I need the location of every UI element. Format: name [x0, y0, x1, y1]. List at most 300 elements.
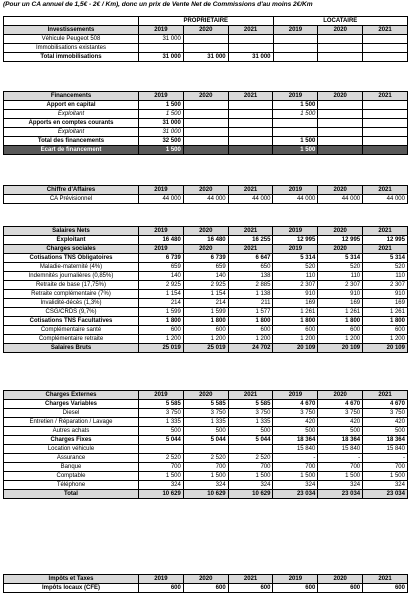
- value-cell: [363, 35, 408, 44]
- value-cell: 6 739: [183, 254, 228, 263]
- value-cell: 1 500: [139, 472, 184, 481]
- value-cell: 1 335: [139, 418, 184, 427]
- row-label: Charges Externes: [4, 391, 139, 400]
- value-cell: 700: [228, 463, 273, 472]
- value-cell: 10 629: [139, 490, 184, 499]
- value-cell: 2 885: [228, 281, 273, 290]
- table-row: [4, 227, 408, 236]
- group-header-proprietaire: PROPRIETAIRE: [139, 17, 274, 26]
- row-label: Investissements: [4, 26, 139, 35]
- row-label: Apport en capital: [4, 101, 139, 110]
- value-cell: [183, 137, 228, 146]
- row-label: Total immobilisations: [4, 53, 139, 62]
- row-label: Cotisations TNS Facultatives: [4, 317, 139, 326]
- value-cell: 650: [228, 263, 273, 272]
- value-cell: 520: [363, 263, 408, 272]
- value-cell: 3 750: [183, 409, 228, 418]
- value-cell: 910: [273, 290, 318, 299]
- section-chiffre-affaires: [3, 185, 407, 204]
- row-label: Immobilisations existantes: [4, 44, 139, 53]
- value-cell: 1 500: [363, 472, 408, 481]
- section-charges-externes: [3, 390, 407, 499]
- value-cell: 12 995: [273, 236, 318, 245]
- value-cell: 1 138: [228, 290, 273, 299]
- table-row: [4, 254, 408, 263]
- value-cell: 420: [363, 418, 408, 427]
- table-salaires: [3, 226, 408, 353]
- value-cell: 600: [139, 326, 184, 335]
- value-cell: 3 750: [228, 409, 273, 418]
- value-cell: 1 335: [183, 418, 228, 427]
- value-cell: 324: [318, 481, 363, 490]
- value-cell: 1 500: [139, 101, 184, 110]
- value-cell: 1 577: [228, 308, 273, 317]
- year-header-cell: 2021: [228, 575, 273, 584]
- value-cell: 18 364: [273, 436, 318, 445]
- value-cell: 2 307: [273, 281, 318, 290]
- table-row: [4, 53, 408, 62]
- value-cell: [228, 101, 273, 110]
- value-cell: 5 044: [139, 436, 184, 445]
- value-cell: 110: [273, 272, 318, 281]
- value-cell: 15 840: [273, 445, 318, 454]
- value-cell: [139, 44, 184, 53]
- year-header-cell: 2021: [363, 227, 408, 236]
- value-cell: [363, 128, 408, 137]
- value-cell: 140: [139, 272, 184, 281]
- table-row: [4, 481, 408, 490]
- value-cell: [318, 101, 363, 110]
- year-header-cell: 2020: [318, 92, 363, 101]
- value-cell: 1 599: [183, 308, 228, 317]
- value-cell: 600: [139, 584, 184, 593]
- year-header-cell: 2021: [363, 26, 408, 35]
- row-label: Financements: [4, 92, 139, 101]
- row-label: Charges Variables: [4, 400, 139, 409]
- table-row: [4, 584, 408, 593]
- table-row: [4, 326, 408, 335]
- row-label: Charges Fixes: [4, 436, 139, 445]
- value-cell: 2 520: [228, 454, 273, 463]
- value-cell: 600: [318, 326, 363, 335]
- value-cell: 500: [318, 427, 363, 436]
- value-cell: [228, 128, 273, 137]
- top-note: (Pour un CA annuel de 1,5€ - 2€ / Km), donc un prix de Vente Net de Commissions d'au moins 2€/Km: [3, 1, 313, 8]
- row-label: CSG/CRDS (9,7%): [4, 308, 139, 317]
- table-row: [4, 454, 408, 463]
- row-label: Retraite complémentaire (7%): [4, 290, 139, 299]
- value-cell: 1 335: [228, 418, 273, 427]
- table-row: [4, 427, 408, 436]
- row-label: Apports en comptes courants: [4, 119, 139, 128]
- year-header-cell: 2020: [183, 391, 228, 400]
- group-header-row: [4, 17, 408, 26]
- value-cell: 500: [228, 427, 273, 436]
- value-cell: 1 200: [363, 335, 408, 344]
- table-row: [4, 26, 408, 35]
- value-cell: 214: [139, 299, 184, 308]
- value-cell: 500: [183, 427, 228, 436]
- value-cell: 2 925: [139, 281, 184, 290]
- value-cell: 110: [318, 272, 363, 281]
- value-cell: 1 500: [183, 472, 228, 481]
- value-cell: 20 109: [273, 344, 318, 353]
- value-cell: 6 647: [228, 254, 273, 263]
- value-cell: 1 800: [139, 317, 184, 326]
- value-cell: 2 307: [363, 281, 408, 290]
- value-cell: 20 109: [363, 344, 408, 353]
- value-cell: 1 800: [273, 317, 318, 326]
- row-label: Comptable: [4, 472, 139, 481]
- value-cell: 169: [273, 299, 318, 308]
- value-cell: 211: [228, 299, 273, 308]
- row-label: Impôts et Taxes: [4, 575, 139, 584]
- value-cell: 23 034: [273, 490, 318, 499]
- year-header-cell: 2020: [318, 227, 363, 236]
- year-header-cell: 2020: [318, 26, 363, 35]
- year-header-cell: 2020: [318, 575, 363, 584]
- value-cell: -: [318, 454, 363, 463]
- table-row: [4, 308, 408, 317]
- value-cell: 1 154: [183, 290, 228, 299]
- row-label: Salaires Nets: [4, 227, 139, 236]
- value-cell: 600: [228, 584, 273, 593]
- row-label: Chiffre d'Affaires: [4, 186, 139, 195]
- value-cell: 5 314: [318, 254, 363, 263]
- year-header-cell: 2021: [363, 575, 408, 584]
- blank-cell: [4, 17, 139, 26]
- table-row: [4, 575, 408, 584]
- value-cell: 324: [273, 481, 318, 490]
- row-label: Total des financements: [4, 137, 139, 146]
- year-header-cell: 2019: [273, 391, 318, 400]
- table-row: [4, 445, 408, 454]
- value-cell: 500: [363, 427, 408, 436]
- value-cell: 5 044: [183, 436, 228, 445]
- value-cell: [318, 35, 363, 44]
- row-label: Banque: [4, 463, 139, 472]
- value-cell: [318, 53, 363, 62]
- year-header-cell: 2021: [363, 245, 408, 254]
- row-label: Maladie-maternité (4%): [4, 263, 139, 272]
- value-cell: 700: [318, 463, 363, 472]
- value-cell: -: [363, 454, 408, 463]
- year-header-cell: 2019: [139, 227, 184, 236]
- value-cell: 2 307: [318, 281, 363, 290]
- value-cell: 1 500: [318, 472, 363, 481]
- value-cell: 500: [273, 427, 318, 436]
- value-cell: 600: [183, 326, 228, 335]
- row-label: Assurance: [4, 454, 139, 463]
- value-cell: 1 500: [273, 110, 318, 119]
- value-cell: 600: [273, 326, 318, 335]
- row-label: Téléphone: [4, 481, 139, 490]
- value-cell: 659: [183, 263, 228, 272]
- value-cell: 1 500: [228, 472, 273, 481]
- value-cell: 5 585: [183, 400, 228, 409]
- row-label: Complémentaire retraite: [4, 335, 139, 344]
- value-cell: 44 000: [139, 195, 184, 204]
- table-row: [4, 281, 408, 290]
- value-cell: 12 995: [318, 236, 363, 245]
- table-row: [4, 137, 408, 146]
- row-label: Exploitant: [4, 110, 139, 119]
- year-header-cell: 2019: [273, 92, 318, 101]
- value-cell: 1 500: [273, 146, 318, 155]
- row-label: Retraite de base (17,75%): [4, 281, 139, 290]
- value-cell: 1 154: [139, 290, 184, 299]
- value-cell: 12 995: [363, 236, 408, 245]
- table-row: [4, 186, 408, 195]
- value-cell: [183, 35, 228, 44]
- value-cell: 31 000: [183, 53, 228, 62]
- value-cell: 169: [318, 299, 363, 308]
- table-row: [4, 409, 408, 418]
- value-cell: [273, 119, 318, 128]
- value-cell: 910: [363, 290, 408, 299]
- value-cell: [228, 146, 273, 155]
- value-cell: 600: [363, 584, 408, 593]
- value-cell: 16 480: [183, 236, 228, 245]
- value-cell: 44 000: [363, 195, 408, 204]
- value-cell: 5 314: [273, 254, 318, 263]
- table-row: [4, 391, 408, 400]
- year-header-cell: 2019: [273, 575, 318, 584]
- year-header-cell: 2019: [139, 186, 184, 195]
- value-cell: 1 500: [273, 472, 318, 481]
- row-label: Cotisations TNS Obligatoires: [4, 254, 139, 263]
- value-cell: 32 500: [139, 137, 184, 146]
- value-cell: [363, 119, 408, 128]
- value-cell: 1 261: [273, 308, 318, 317]
- value-cell: 3 750: [139, 409, 184, 418]
- year-header-cell: 2019: [273, 245, 318, 254]
- value-cell: 5 044: [228, 436, 273, 445]
- year-header-cell: 2021: [363, 92, 408, 101]
- table-row: [4, 335, 408, 344]
- table-row: [4, 44, 408, 53]
- year-header-cell: 2020: [183, 92, 228, 101]
- value-cell: 4 670: [273, 400, 318, 409]
- year-header-cell: 2020: [318, 186, 363, 195]
- value-cell: 3 750: [318, 409, 363, 418]
- value-cell: 5 585: [139, 400, 184, 409]
- value-cell: 44 000: [273, 195, 318, 204]
- value-cell: 16 480: [139, 236, 184, 245]
- value-cell: 324: [139, 481, 184, 490]
- value-cell: 700: [139, 463, 184, 472]
- value-cell: 1 200: [183, 335, 228, 344]
- year-header-cell: 2020: [183, 575, 228, 584]
- value-cell: 1 200: [273, 335, 318, 344]
- value-cell: 15 840: [363, 445, 408, 454]
- value-cell: [318, 44, 363, 53]
- table-charges-externes: [3, 390, 408, 499]
- value-cell: 138: [228, 272, 273, 281]
- value-cell: 600: [183, 584, 228, 593]
- table-row: [4, 110, 408, 119]
- year-header-cell: 2021: [228, 26, 273, 35]
- value-cell: 600: [273, 584, 318, 593]
- table-investissements: [3, 16, 408, 62]
- table-row: [4, 236, 408, 245]
- value-cell: 600: [363, 326, 408, 335]
- row-label: Exploitant: [4, 236, 139, 245]
- year-header-cell: 2019: [139, 26, 184, 35]
- year-header-cell: 2020: [183, 26, 228, 35]
- table-row: [4, 195, 408, 204]
- table-row: [4, 436, 408, 445]
- table-row: [4, 35, 408, 44]
- value-cell: 44 000: [228, 195, 273, 204]
- year-header-cell: 2021: [363, 391, 408, 400]
- value-cell: [363, 110, 408, 119]
- row-label: Charges sociales: [4, 245, 139, 254]
- value-cell: [363, 146, 408, 155]
- row-label: Invalidité-décès (1,3%): [4, 299, 139, 308]
- value-cell: 420: [273, 418, 318, 427]
- value-cell: 1 500: [139, 146, 184, 155]
- table-row: [4, 245, 408, 254]
- section-financements: [3, 91, 407, 155]
- value-cell: 324: [228, 481, 273, 490]
- value-cell: 1 599: [139, 308, 184, 317]
- section-impots: [3, 574, 407, 593]
- value-cell: [183, 119, 228, 128]
- value-cell: 10 629: [183, 490, 228, 499]
- row-label: Ecart de financement: [4, 146, 139, 155]
- value-cell: 520: [318, 263, 363, 272]
- value-cell: 18 364: [318, 436, 363, 445]
- value-cell: 23 034: [363, 490, 408, 499]
- value-cell: [183, 110, 228, 119]
- value-cell: 1 261: [318, 308, 363, 317]
- year-header-cell: 2019: [139, 92, 184, 101]
- section-investissements: [3, 16, 407, 62]
- value-cell: 20 109: [318, 344, 363, 353]
- value-cell: 500: [139, 427, 184, 436]
- value-cell: [273, 35, 318, 44]
- value-cell: 1 800: [363, 317, 408, 326]
- year-header-cell: 2021: [363, 186, 408, 195]
- row-label: Total: [4, 490, 139, 499]
- value-cell: 324: [183, 481, 228, 490]
- value-cell: 16 255: [228, 236, 273, 245]
- year-header-cell: 2019: [139, 245, 184, 254]
- value-cell: [183, 101, 228, 110]
- value-cell: 4 670: [318, 400, 363, 409]
- value-cell: 44 000: [183, 195, 228, 204]
- table-row: [4, 317, 408, 326]
- value-cell: 420: [318, 418, 363, 427]
- value-cell: 31 000: [139, 35, 184, 44]
- value-cell: 10 629: [228, 490, 273, 499]
- row-label: Location véhicule: [4, 445, 139, 454]
- value-cell: [273, 53, 318, 62]
- table-row: [4, 418, 408, 427]
- value-cell: 31 000: [139, 53, 184, 62]
- value-cell: [228, 137, 273, 146]
- table-row: [4, 263, 408, 272]
- row-label: Autres achats: [4, 427, 139, 436]
- value-cell: 3 750: [273, 409, 318, 418]
- value-cell: 520: [273, 263, 318, 272]
- value-cell: 600: [318, 584, 363, 593]
- table-row: [4, 463, 408, 472]
- value-cell: 15 840: [318, 445, 363, 454]
- value-cell: 2 925: [183, 281, 228, 290]
- value-cell: [228, 44, 273, 53]
- value-cell: 25 019: [139, 344, 184, 353]
- value-cell: 700: [273, 463, 318, 472]
- value-cell: 600: [228, 326, 273, 335]
- table-impots: [3, 574, 408, 593]
- table-row: [4, 400, 408, 409]
- value-cell: 2 520: [183, 454, 228, 463]
- value-cell: -: [273, 454, 318, 463]
- value-cell: 31 000: [139, 119, 184, 128]
- value-cell: 6 739: [139, 254, 184, 263]
- row-label: Entretien / Réparation / Lavage: [4, 418, 139, 427]
- value-cell: 44 000: [318, 195, 363, 204]
- value-cell: 1 800: [318, 317, 363, 326]
- value-cell: 910: [318, 290, 363, 299]
- value-cell: [183, 128, 228, 137]
- table-chiffre-affaires: [3, 185, 408, 204]
- value-cell: [363, 44, 408, 53]
- value-cell: [318, 137, 363, 146]
- value-cell: [228, 445, 273, 454]
- table-row: [4, 272, 408, 281]
- row-label: Exploitant: [4, 128, 139, 137]
- value-cell: 1 500: [273, 137, 318, 146]
- table-row: [4, 128, 408, 137]
- value-cell: 1 200: [318, 335, 363, 344]
- year-header-cell: 2020: [183, 186, 228, 195]
- year-header-cell: 2020: [183, 245, 228, 254]
- value-cell: 1 800: [183, 317, 228, 326]
- value-cell: [183, 445, 228, 454]
- value-cell: 4 670: [363, 400, 408, 409]
- year-header-cell: 2020: [183, 227, 228, 236]
- table-row: [4, 290, 408, 299]
- value-cell: 24 702: [228, 344, 273, 353]
- year-header-cell: 2019: [273, 227, 318, 236]
- value-cell: 1 800: [228, 317, 273, 326]
- value-cell: 31 000: [228, 53, 273, 62]
- table-row: [4, 119, 408, 128]
- value-cell: 1 500: [139, 110, 184, 119]
- value-cell: [318, 110, 363, 119]
- year-header-cell: 2021: [228, 186, 273, 195]
- row-label: Salaires Bruts: [4, 344, 139, 353]
- value-cell: 5 585: [228, 400, 273, 409]
- value-cell: 169: [363, 299, 408, 308]
- year-header-cell: 2021: [228, 391, 273, 400]
- value-cell: [363, 101, 408, 110]
- value-cell: 1 500: [273, 101, 318, 110]
- table-row: [4, 92, 408, 101]
- value-cell: 2 520: [139, 454, 184, 463]
- value-cell: [318, 128, 363, 137]
- value-cell: 25 019: [183, 344, 228, 353]
- value-cell: 31 000: [139, 128, 184, 137]
- table-row: [4, 472, 408, 481]
- year-header-cell: 2019: [273, 186, 318, 195]
- value-cell: [318, 146, 363, 155]
- year-header-cell: 2021: [228, 245, 273, 254]
- value-cell: 140: [183, 272, 228, 281]
